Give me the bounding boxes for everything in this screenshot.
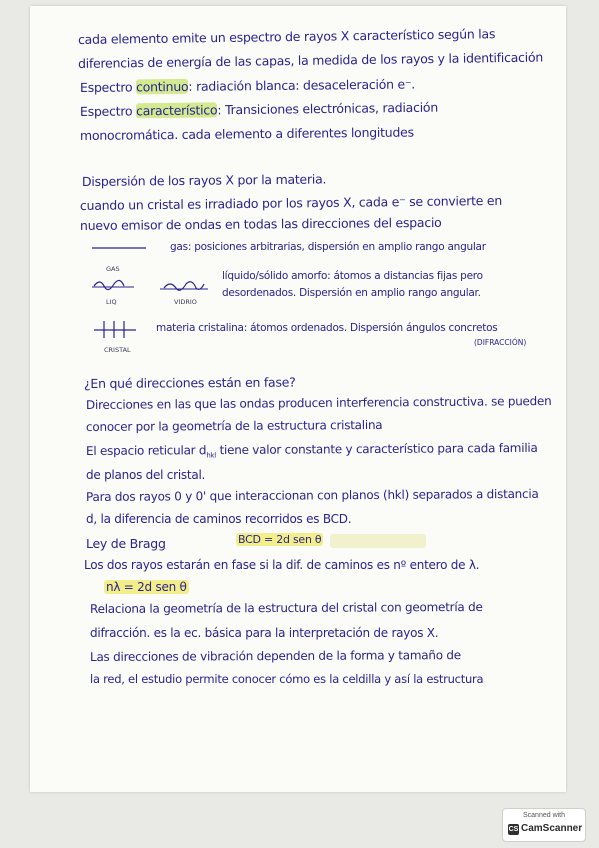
scanned-with-caption: Scanned with	[522, 812, 566, 819]
subscript-hkl: hkl	[206, 451, 217, 460]
formula-bcd	[236, 533, 323, 546]
note-line-4: Espectro característico: Transiciones electrónicas, radiación	[79, 99, 439, 119]
note-line-27: la red, el estudio permite conocer cómo es la celdilla y así la estructura	[90, 672, 484, 686]
note-line-16: conocer por la geometría de la estructura cristalina	[85, 417, 383, 434]
note-espacio-reticular: El espacio reticular d	[85, 443, 207, 458]
camscanner-logo-icon: CS	[508, 826, 519, 833]
note-desordenados: desordenados. Dispersión en amplio rango angular.	[222, 287, 481, 299]
formula-bcd-text: BCD = 2d sen θ	[238, 533, 322, 546]
section-title-dispersion: Dispersión de los rayos X por la materia.	[81, 171, 327, 189]
note-line-5: monocromática. cada elemento a diferentes longitudes	[79, 124, 414, 143]
label-gas: GAS	[106, 265, 120, 273]
note-gas: gas: posiciones arbitrarias, dispersión en amplio rango angular	[170, 241, 486, 253]
note-valor-constante: tiene valor constante y característico para cada familia	[219, 440, 538, 458]
note-ley-bragg: Ley de Bragg	[86, 536, 166, 551]
glass-sketch	[158, 274, 210, 296]
gas-sketch-line	[90, 244, 150, 252]
highlight-continuo: continuo	[135, 78, 189, 95]
note-line-22: Los dos rayos estarán en fase si la dif. de caminos es nº entero de λ.	[84, 558, 480, 572]
label-cristal: CRISTAL	[104, 346, 131, 354]
label-vidrio: VIDRIO	[174, 298, 197, 306]
liquid-sketch	[90, 274, 138, 296]
note-line-19: Para dos rayos 0 y 0' que interaccionan con planos (hkl) separados a distancia	[85, 486, 539, 504]
formula-bragg-text: nλ = 2d sen θ	[106, 580, 187, 594]
note-line-3-rest: : radiación blanca: desaceleración e⁻.	[188, 76, 416, 94]
note-line-17	[86, 441, 538, 461]
note-line-7: cuando un cristal es irradiado por los rayos X, cada e⁻ se convierte en	[79, 192, 503, 213]
note-line-3: Espectro continuo: radiación blanca: desaceleración e⁻.	[79, 76, 416, 95]
note-line-24: Relaciona la geometría de la estructura del cristal con geometría de	[89, 599, 483, 616]
note-line-8: nuevo emisor de ondas en todas las direcciones del espacio	[79, 214, 442, 233]
note-line-20: d, la diferencia de caminos recorridos es BCD.	[86, 512, 352, 526]
camscanner-badge	[502, 808, 586, 842]
crystal-sketch	[92, 318, 140, 340]
formula-bragg	[104, 580, 189, 594]
note-liquido: líquido/sólido amorfo: átomos a distancias fijas pero	[222, 270, 483, 282]
note-cristalina: materia cristalina: átomos ordenados. Dispersión ángulos concretos	[156, 322, 498, 334]
label-liq: LIQ	[106, 298, 117, 306]
note-line-18: de planos del cristal.	[86, 468, 206, 482]
note-line-26: Las direcciones de vibración dependen de la forma y tamaño de	[89, 648, 461, 664]
highlight-caracteristico: característico	[135, 102, 218, 119]
camscanner-name: CamScanner	[521, 823, 583, 834]
note-line-2: diferencias de energía de las capas, la medida de los rayos y la identificación	[77, 49, 544, 71]
note-line-25: difracción. es la ec. básica para la interpretación de rayos X.	[90, 626, 439, 640]
note-line-1: cada elemento emite un espectro de rayos X característico según las	[77, 26, 496, 47]
highlight-blank	[330, 534, 426, 548]
section-title-fase: ¿En qué direcciones están en fase?	[83, 374, 296, 391]
note-line-15: Direcciones en las que las ondas producen interferencia constructiva. se pueden	[85, 393, 552, 412]
note-line-4-rest: : Transiciones electrónicas, radiación	[217, 99, 439, 118]
note-difraccion: (DIFRACCIÓN)	[474, 338, 527, 347]
